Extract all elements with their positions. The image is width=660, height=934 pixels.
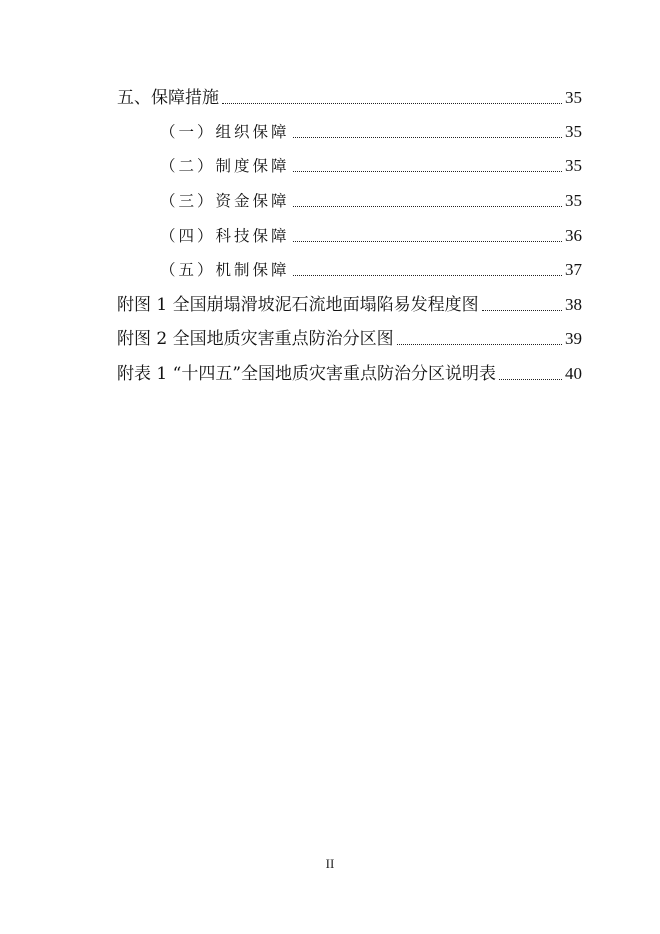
toc-entry-figure-2[interactable] bbox=[117, 327, 582, 351]
toc-entry-label: （五）机制保障 bbox=[160, 261, 290, 279]
toc-entry-figure-1[interactable] bbox=[117, 293, 582, 317]
toc-entry-label: （一）组织保障 bbox=[160, 123, 290, 141]
toc-entry-label: （四）科技保障 bbox=[160, 227, 290, 245]
toc-entry-page: 35 bbox=[565, 156, 582, 175]
toc-entry-page: 35 bbox=[565, 88, 582, 107]
toc-entry-5-4[interactable] bbox=[160, 224, 582, 248]
toc-entry-page: 40 bbox=[565, 364, 582, 383]
toc-entry-5-5[interactable] bbox=[160, 258, 582, 282]
toc-entry-page: 39 bbox=[565, 329, 582, 348]
page-number: II bbox=[325, 856, 335, 871]
toc-entry-page: 35 bbox=[565, 122, 582, 141]
toc-leader-dots bbox=[397, 343, 562, 345]
toc-entry-5-1[interactable] bbox=[160, 120, 582, 144]
toc-leader-dots bbox=[293, 170, 562, 172]
toc-entry-5-2[interactable] bbox=[160, 154, 582, 178]
toc-entry-label: 附表 1 “十四五”全国地质灾害重点防治分区说明表 bbox=[117, 364, 497, 384]
toc-entry-label: 附图 2 全国地质灾害重点防治分区图 bbox=[117, 329, 394, 349]
toc-leader-dots bbox=[482, 309, 562, 311]
toc-leader-dots bbox=[293, 274, 562, 276]
toc-entry-page: 37 bbox=[565, 260, 582, 279]
toc-entry-page: 36 bbox=[565, 226, 582, 245]
toc-entry-label: （二）制度保障 bbox=[160, 157, 290, 175]
toc-entry-label: （三）资金保障 bbox=[160, 192, 290, 210]
toc-leader-dots bbox=[222, 102, 562, 104]
toc-entry-page: 35 bbox=[565, 191, 582, 210]
toc-leader-dots bbox=[293, 205, 562, 207]
toc-entry-section-5[interactable] bbox=[117, 86, 582, 110]
toc-leader-dots bbox=[293, 136, 562, 138]
toc-entry-5-3[interactable] bbox=[160, 189, 582, 213]
toc-entry-label: 五、保障措施 bbox=[117, 88, 219, 108]
toc-leader-dots bbox=[499, 378, 562, 380]
toc-entry-page: 38 bbox=[565, 295, 582, 314]
toc-entry-label: 附图 1 全国崩塌滑坡泥石流地面塌陷易发程度图 bbox=[117, 295, 479, 315]
toc-leader-dots bbox=[293, 240, 562, 242]
toc-entry-table-1[interactable] bbox=[117, 362, 582, 386]
